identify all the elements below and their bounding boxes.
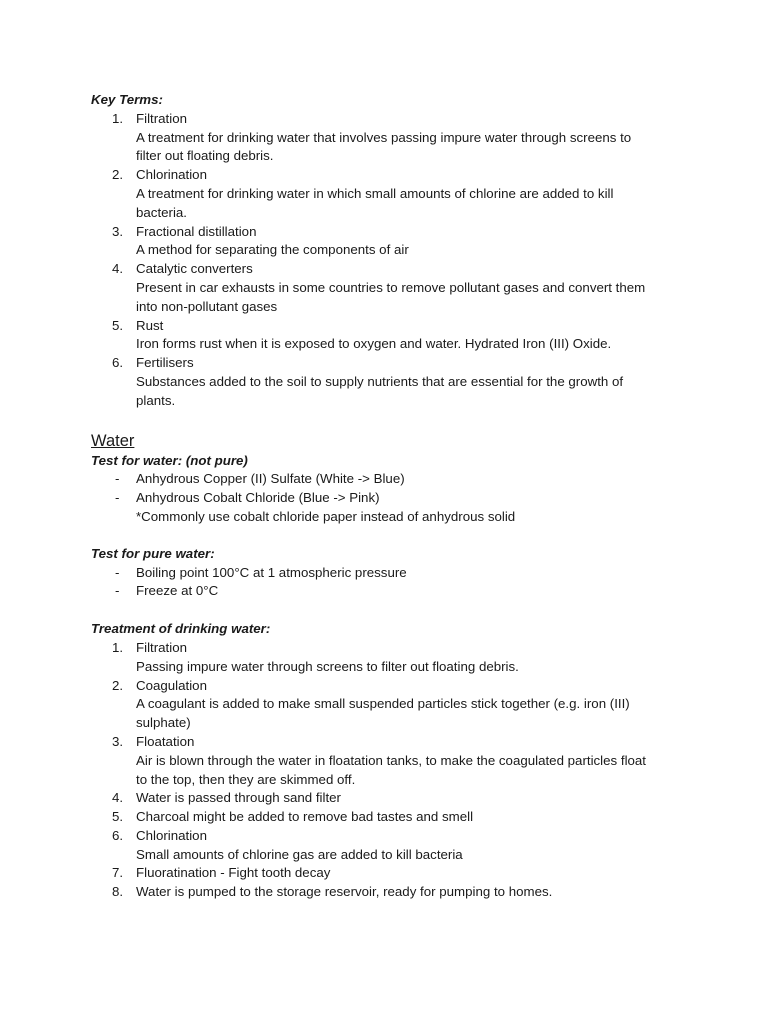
dash-bullet: - bbox=[115, 471, 120, 487]
key-terms-list bbox=[91, 110, 691, 411]
list-item-line: Air is blown through the water in floatation tanks, to make the coagulated particles float bbox=[136, 752, 647, 768]
list-number: 8. bbox=[112, 884, 124, 900]
key-term-desc-line: A treatment for drinking water that involves passing impure water through screens to bbox=[136, 129, 632, 145]
key-term-desc-line: filter out floating debris. bbox=[136, 148, 274, 164]
list-number: 1. bbox=[112, 110, 124, 126]
key-term-item bbox=[91, 166, 691, 222]
key-term-item bbox=[91, 260, 691, 316]
spacer bbox=[91, 601, 691, 620]
list-item-line: Filtration bbox=[136, 639, 187, 655]
list-item-line: Freeze at 0°C bbox=[136, 583, 219, 599]
list-item-line: Charcoal might be added to remove bad tastes and smell bbox=[136, 809, 474, 825]
test-pure-list bbox=[91, 564, 691, 602]
key-term-item bbox=[91, 223, 691, 261]
key-term-item bbox=[91, 317, 691, 355]
key-term-desc-line: A treatment for drinking water in which small amounts of chlorine are added to kill bbox=[136, 185, 614, 201]
list-item-line: *Commonly use cobalt chloride paper instead of anhydrous solid bbox=[136, 508, 516, 524]
list-item bbox=[91, 864, 691, 883]
key-term-title: Chlorination bbox=[136, 167, 207, 183]
list-item bbox=[91, 582, 691, 601]
key-term-desc-line: plants. bbox=[136, 392, 176, 408]
list-item bbox=[91, 470, 691, 489]
list-item bbox=[91, 639, 691, 677]
list-item-line: to the top, then they are skimmed off. bbox=[136, 771, 356, 787]
list-item-line: Anhydrous Copper (II) Sulfate (White -> Blue) bbox=[136, 471, 405, 487]
test-not-pure-heading: Test for water: (not pure) bbox=[91, 452, 248, 468]
list-item bbox=[91, 677, 691, 733]
list-item bbox=[91, 827, 691, 865]
key-term-desc-line: Present in car exhausts in some countries to remove pollutant gases and convert them bbox=[136, 279, 646, 295]
key-term-desc-line: Iron forms rust when it is exposed to oxygen and water. Hydrated Iron (III) Oxide. bbox=[136, 336, 612, 352]
test-not-pure-list bbox=[91, 470, 691, 526]
dash-bullet: - bbox=[115, 490, 120, 506]
list-number: 3. bbox=[112, 223, 124, 239]
spacer bbox=[91, 527, 691, 545]
list-number: 7. bbox=[112, 865, 124, 881]
key-term-title: Catalytic converters bbox=[136, 261, 253, 277]
list-number: 5. bbox=[112, 317, 124, 333]
list-number: 4. bbox=[112, 261, 124, 277]
key-terms-heading: Key Terms: bbox=[91, 92, 163, 107]
list-item-line: Boiling point 100°C at 1 atmospheric pressure bbox=[136, 564, 407, 580]
key-term-title: Rust bbox=[136, 317, 164, 333]
list-number: 1. bbox=[112, 639, 124, 655]
key-term-desc-line: A method for separating the components of air bbox=[136, 242, 409, 258]
list-number: 6. bbox=[112, 355, 124, 371]
list-item bbox=[91, 789, 691, 808]
list-item-line: Coagulation bbox=[136, 677, 207, 693]
list-number: 6. bbox=[112, 827, 124, 843]
section-title-water: Water bbox=[91, 431, 135, 450]
list-item-line: Passing impure water through screens to filter out floating debris. bbox=[136, 658, 519, 674]
dash-bullet: - bbox=[115, 564, 120, 580]
list-item-line: Floatation bbox=[136, 733, 195, 749]
list-item-line: A coagulant is added to make small suspended particles stick together (e.g. iron (III) bbox=[136, 696, 630, 712]
list-number: 2. bbox=[112, 677, 124, 693]
key-term-item bbox=[91, 110, 691, 166]
key-term-desc-line: bacteria. bbox=[136, 204, 187, 220]
treatment-list bbox=[91, 639, 691, 902]
list-number: 3. bbox=[112, 733, 124, 749]
list-item-line: sulphate) bbox=[136, 715, 191, 731]
test-pure-heading: Test for pure water: bbox=[91, 545, 215, 561]
list-item bbox=[91, 883, 691, 902]
list-item-line: Fluoratination - Fight tooth decay bbox=[136, 865, 331, 881]
list-number: 2. bbox=[112, 167, 124, 183]
key-term-title: Fractional distillation bbox=[136, 223, 257, 239]
list-item bbox=[91, 733, 691, 789]
dash-bullet: - bbox=[115, 583, 120, 599]
key-term-title: Fertilisers bbox=[136, 355, 194, 371]
list-number: 4. bbox=[112, 790, 124, 806]
list-item bbox=[91, 564, 691, 583]
list-item-line: Chlorination bbox=[136, 827, 207, 843]
key-term-desc-line: Substances added to the soil to supply nutrients that are essential for the growth of bbox=[136, 373, 624, 389]
key-term-desc-line: into non-pollutant gases bbox=[136, 298, 278, 314]
list-item bbox=[91, 489, 691, 527]
list-item-line: Small amounts of chlorine gas are added to kill bacteria bbox=[136, 846, 463, 862]
list-number: 5. bbox=[112, 809, 124, 825]
list-item bbox=[91, 808, 691, 827]
list-item-line: Anhydrous Cobalt Chloride (Blue -> Pink) bbox=[136, 490, 380, 506]
treatment-heading: Treatment of drinking water: bbox=[91, 621, 271, 637]
key-term-title: Filtration bbox=[136, 110, 187, 126]
spacer bbox=[91, 411, 691, 430]
key-term-item bbox=[91, 354, 691, 410]
list-item-line: Water is passed through sand filter bbox=[136, 790, 341, 806]
document-content bbox=[91, 91, 691, 902]
list-item-line: Water is pumped to the storage reservoir, ready for pumping to homes. bbox=[136, 884, 553, 900]
